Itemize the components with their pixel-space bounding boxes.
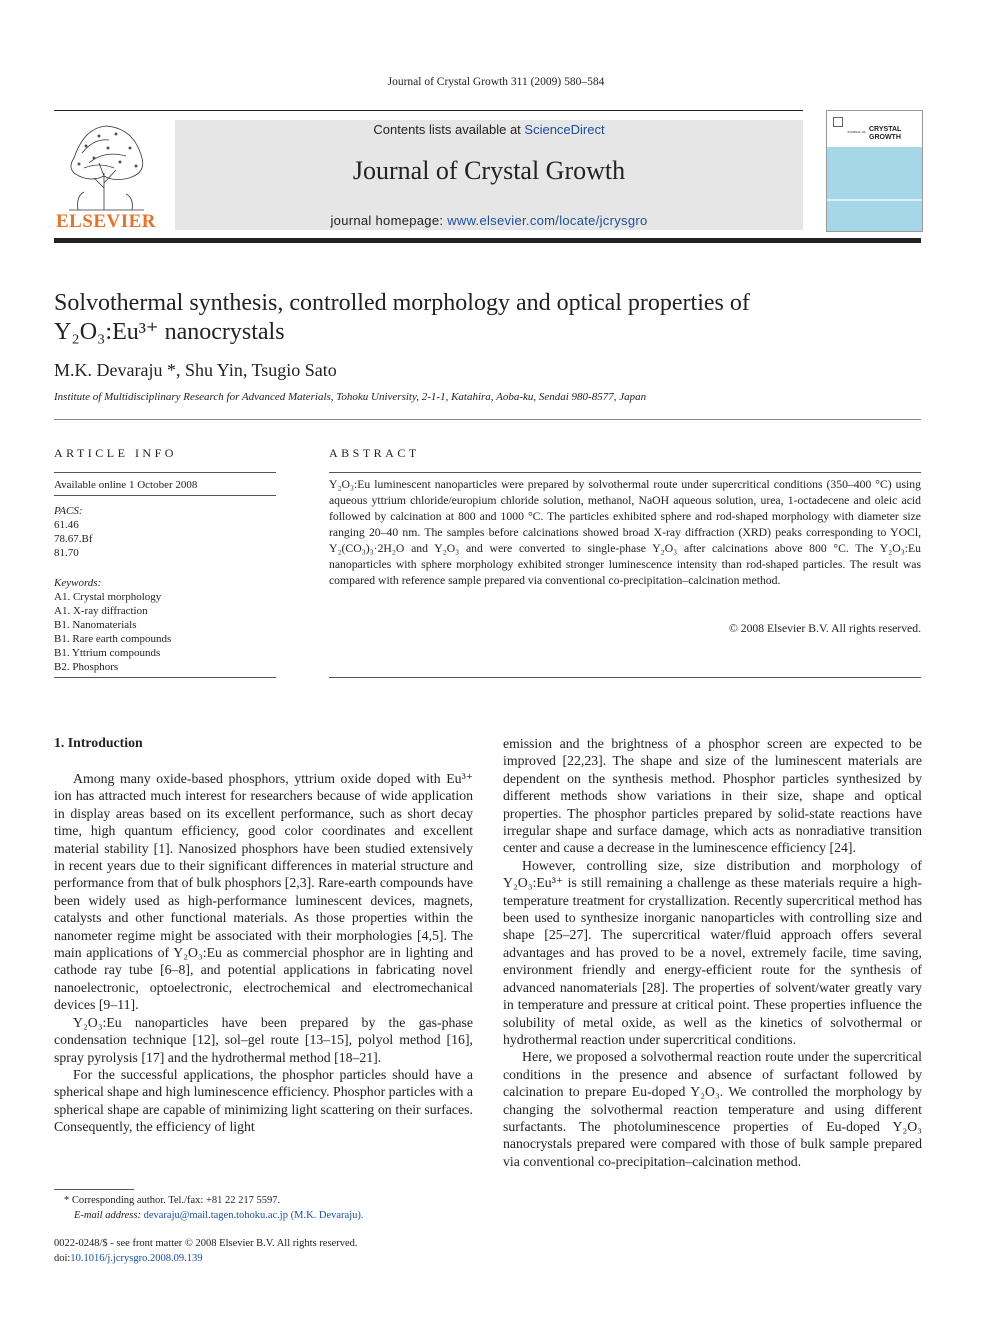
sciencedirect-link[interactable]: ScienceDirect [524,122,605,137]
footnote [54,1194,474,1223]
article-info-heading: ARTICLE INFO [54,446,177,460]
paragraph: Among many oxide-based phosphors, yttrium oxide doped with Eu³⁺ ion has attracted much interest for researchers because of wide application in display areas based on its excellent performance, such as short decay time, high quantum efficiency, good color coordinates and excellent material stability [1]. Nanosized phosphors have been studied extensively in recent years due to their significant differences in material structure and performance from that of bulk phosphors [2,3]. Rare-earth compounds have been widely used as high-performance luminescent devices, magnets, catalysts and other functional materials. As those properties within the nanometer regime might be associated with their morphologies [4,5]. The main applications of Y₂O₃:Eu as commercial phosphor are in lighting and cathode ray tube [6–8], and potential applications in fabricating novel nanoelectronic, optoelectronic, electrochemical and electromechanical devices [9–11]. [54,771,473,1013]
author-list: M.K. Devaraju *, Shu Yin, Tsugio Sato [54,360,337,380]
contents-line: Contents lists available at ScienceDirect [373,122,605,137]
body-column-right [503,735,922,1170]
keyword-item: B2. Phosphors [54,661,119,673]
header-rule [54,110,803,111]
journal-reference: Journal of Crystal Growth 311 (2009) 580–584 [387,76,605,88]
publisher-wordmark: ELSEVIER [55,211,157,232]
pacs-label: PACS: [54,505,83,517]
body-column-left [54,770,473,1136]
available-online: Available online 1 October 2008 [54,479,198,491]
paragraph: For the successful applications, the phosphor particles should have a spherical shape and high luminescence efficiency. Phosphor particles with a spherical shape are capable of minimizing light scattering on their surfaces. Consequently, the efficiency of light [54,1066,473,1135]
abstract-heading: ABSTRACT [329,446,420,460]
front-matter-info [54,1236,357,1266]
affiliation: Institute of Multidisciplinary Research for Advanced Materials, Tohoku University, 2-1-1, Katahira, Aoba-ku, Sendai 980-8577, Japan [54,391,647,403]
copyright-notice: © 2008 Elsevier B.V. All rights reserved. [728,622,921,635]
title-rule [54,419,921,420]
doi-line: doi:10.1016/j.jcrysgro.2008.09.139 [54,1253,203,1264]
keyword-item: B1. Nanomaterials [54,619,137,631]
pacs-item: 78.67.Bf [54,533,93,545]
doi-link[interactable]: 10.1016/j.jcrysgro.2008.09.139 [70,1253,203,1264]
journal-title: Journal of Crystal Growth [352,156,626,185]
homepage-link[interactable]: www.elsevier.com/locate/jcrysgro [447,213,648,228]
pacs-item: 81.70 [54,547,79,559]
section-heading-introduction: 1. Introduction [54,735,143,750]
abstract-text: Y₂O₃:Eu luminescent nanoparticles were prepared by solvothermal route under supercritical conditions (350–400 °C) using aqueous yttrium chloride/europium chloride solution, methanol, NaOH aqueous solution, urea, 1-octadecene and oleic acid followed by calcination at 800 and 1000 °C. The particles exhibited sphere and rod-shaped morphology with diameter size ranging 20–40 nm. The samples before calcinations showed broad X-ray diffraction (XRD) peaks corresponding to YOCl, Y₂(CO₃)₃·2H₂O and Y₂O₃ and were converted to single-phase Y₂O₃ after calcinations above 800 °C. The Y₂O₃:Eu nanoparticles with sphere morphology exhibited stronger luminescence intensity than rod-shaped particles. The result was compared with reference sample prepared via conventional co-precipitation–calcination method. [329,478,921,587]
footnote-rule [54,1189,134,1190]
keywords-label: Keywords: [54,577,102,589]
cover-small-label: JOURNAL OF [847,130,866,134]
paragraph: emission and the brightness of a phosphor screen are expected to be improved [22,23]. The shape and size of the luminescent materials are dependent on the synthesis method. Phosphor particles synthesized by different methods show variations in their size, shape and optical properties. The phosphor particles prepared by solid-state reactions have irregular shape and surface damage, which acts as nonradiative transition center and cause a decrease in the luminescence efficiency [24]. [503,736,922,856]
article-info [54,478,276,674]
journal-cover-thumbnail [826,110,923,232]
keyword-item: A1. Crystal morphology [54,591,162,603]
paragraph: Y₂O₃:Eu nanoparticles have been prepared by the gas-phase condensation technique [12], sol–gel route [13–15], polyol method [16], spray pyrolysis [17] and the hydrothermal method [18–21]. [54,1014,473,1065]
masthead-thick-rule [54,238,921,243]
cover-emblem-icon [833,117,843,127]
article-title: Solvothermal synthesis, controlled morphology and optical properties of Y₂O₃:Eu³⁺ nanocrystals [54,290,750,345]
corresponding-author: * Corresponding author. Tel./fax: +81 22 217 5597. [64,1195,281,1206]
issn-line: 0022-0248/$ - see front matter © 2008 Elsevier B.V. All rights reserved. [54,1238,358,1249]
keyword-item: A1. X-ray diffraction [54,605,148,617]
keyword-item: B1. Rare earth compounds [54,633,172,645]
title-formula: Y₂O₃:Eu³⁺ [54,319,159,345]
email-line: E-mail address: devaraju@mail.tagen.tohoku.ac.jp (M.K. Devaraju). [74,1209,364,1221]
pacs-item: 61.46 [54,519,79,531]
paragraph: Here, we proposed a solvothermal reaction route under the supercritical conditions in the presence and absence of surfactant followed by calcination to prepare Eu-doped Y₂O₃. We controlled the morphology by changing the solvothermal reaction temperature and using different surfactants. The photoluminescence properties of Eu-doped Y₂O₃ nanocrystals prepared were compared with those of bulk sample prepared via conventional co-precipitation–calcination method. [503,1049,922,1169]
paragraph: However, controlling size, size distribution and morphology of Y₂O₃:Eu³⁺ is still remaining a challenge as these materials require a high-temperature treatment for crystallization. Recently supercritical method has been used to synthesize inorganic nanoparticles with controlling size and shape [25–27]. The supercritical water/fluid approach offers several advantages and has proved to be a novel, extremely facile, time saving, environment friendly and energy-efficient route for the synthesis of advanced nanomaterials [28]. The properties of solvent/water greatly vary in temperature and pressure at critical point. These properties influence the solubility of metal oxide, as well as the kinetics of solvothermal or hydrothermal reaction under supercritical conditions. [503,857,922,1047]
email-link[interactable]: devaraju@mail.tagen.tohoku.ac.jp [143,1209,288,1221]
journal-banner [175,120,803,230]
keyword-item: B1. Yttrium compounds [54,647,161,659]
homepage-line: journal homepage: www.elsevier.com/locate/jcrysgro [330,213,648,228]
cover-title: CRYSTAL GROWTH [869,126,902,141]
